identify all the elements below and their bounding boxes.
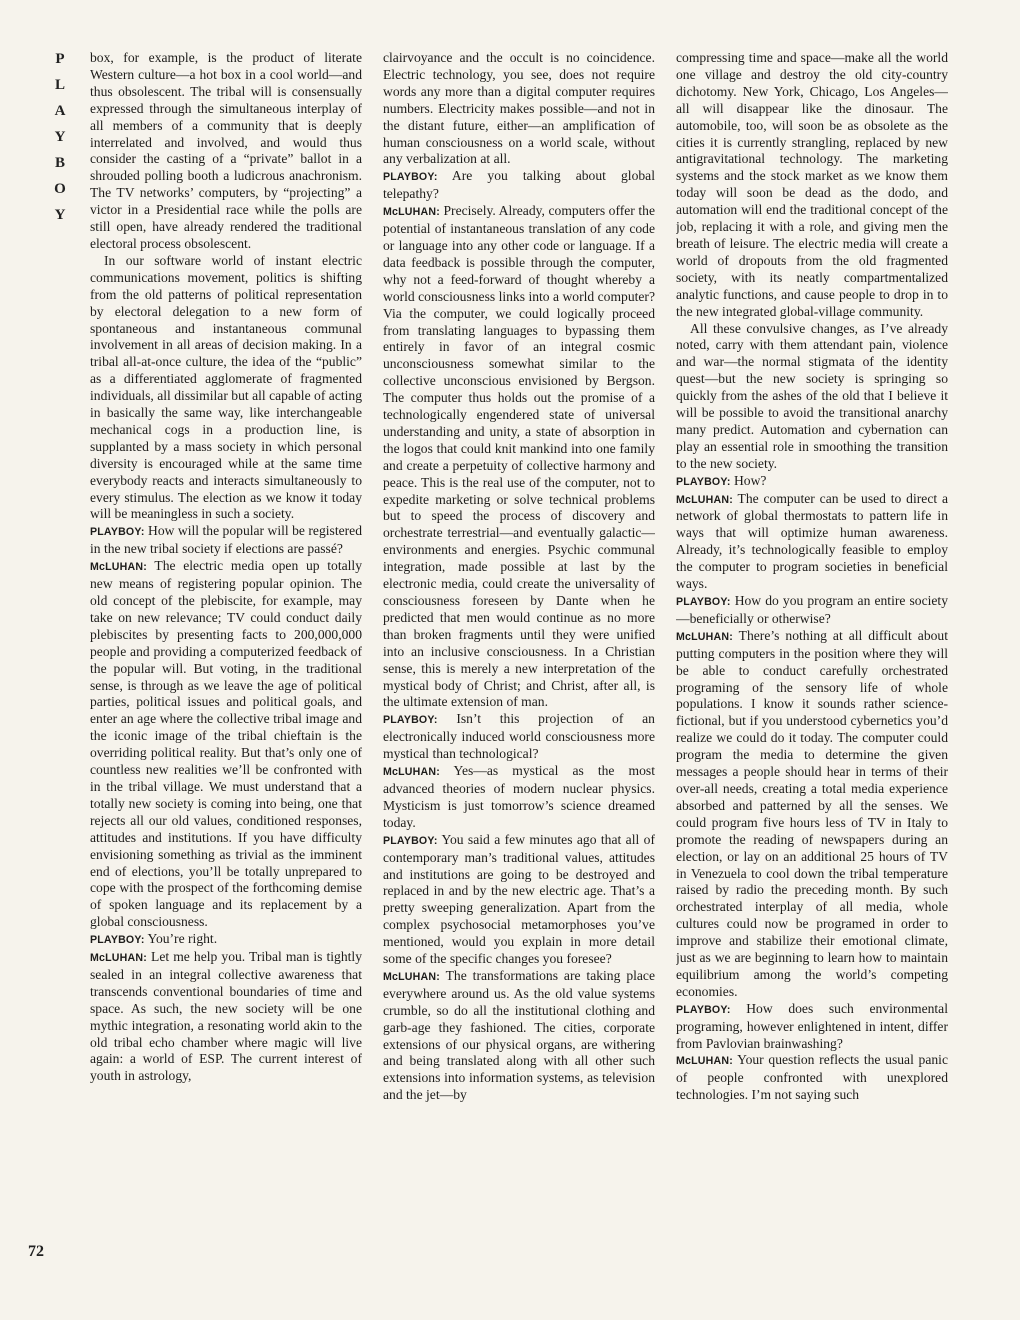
masthead-letter: Y [54, 129, 66, 145]
speaker-label: PLAYBOY: [90, 526, 145, 539]
speaker-label: McLUHAN: [383, 766, 440, 779]
masthead-letter: Y [54, 207, 66, 223]
speaker-label: PLAYBOY: [676, 475, 731, 488]
qa-paragraph [90, 523, 362, 558]
qa-text: You said a few minutes ago that all of contemporary man’s traditional values, attitudes and institutions are going to be destroyed and replaced in and by the new electric age. That’s a pretty sweeping generalization. Apart from the complex psychosocial metamorphoses you’ve mentioned, would you explain in more detail some of the specific changes you foresee? [383, 831, 655, 967]
qa-paragraph [383, 763, 655, 832]
qa-text: How does such environmental programing, however enlightened in intent, differ from Pavlovian brainwashing? [676, 1000, 948, 1051]
text-column-1 [90, 50, 362, 1262]
qa-paragraph [383, 203, 655, 711]
speaker-label: PLAYBOY: [383, 834, 438, 847]
qa-paragraph [383, 832, 655, 968]
qa-paragraph [676, 593, 948, 628]
qa-text: The electric media open up totally new means of registering popular opinion. The old concept of the plebiscite, for example, may take on new relevance; TV could conduct daily plebiscites by presenting facts to 200,000,000 people and providing a computerized feedback of the popular will. But voting, in the traditional sense, is through as we leave the age of political parties, political issues and political goals, and enter an age where the collective tribal image and the iconic image of the tribal chieftain is the overriding political reality. But that’s only one of countless new realities we’ll be confronted with in the tribal village. We must understand that a totally new society is coming into being, one that rejects all our old values, conditioned responses, attitudes and institutions. If you have difficulty envisioning something as trivial as the imminent end of elections, you’ll be totally unprepared to cope with the prospect of the forthcoming demise of spoken language and its replacement by a global consciousness. [90, 558, 362, 930]
speaker-label: McLUHAN: [90, 952, 147, 965]
masthead-letter: O [54, 181, 66, 197]
qa-text: Are you talking about global telepathy? [383, 168, 655, 202]
text-column-2 [383, 50, 655, 1262]
magazine-masthead [50, 46, 70, 228]
masthead-letter: L [54, 77, 65, 93]
page-number: 72 [28, 1243, 44, 1260]
qa-text: Your question reflects the usual panic of people confronted with unexplored technologies. I’m not saying such [676, 1052, 948, 1103]
qa-text: There’s nothing at all difficult about putting computers in the position where they will be able to conduct carefully orchestrated programing of the sensory life of whole populations. I know it sounds rather science-fictional, but if you understood cybernetics you’d realize we could do it today. The computer could program the media to determine the given messages a people should hear in terms of their over-all needs, creating a total media experience absorbed and patterned by all the senses. We could program five hours less of TV in Italy to promote the reading of newspapers during an election, or lay on an additional 25 hours of TV in Venezuela to cool down the tribal temperature raised by radio the preceding month. By such orchestrated interplay of all media, whole cultures could now be programed in order to improve and stabilize their emotional climate, just as we are beginning to learn how to maintain equilibrium among the world’s competing economies. [676, 627, 948, 999]
speaker-label: McLUHAN: [676, 630, 733, 643]
qa-paragraph [383, 968, 655, 1104]
qa-paragraph [676, 1052, 948, 1104]
qa-text: Isn’t this projection of an electronically induced world consciousness more mystical than technological? [383, 711, 655, 762]
masthead-letter: B [54, 155, 65, 171]
qa-paragraph [383, 168, 655, 203]
body-paragraph: All these convulsive changes, as I’ve already noted, carry with them attendant pain, violence and war—the normal stigmata of the identity quest—but the new society is springing so quickly from the ashes of the old that I believe it will be possible to avoid the transitional anarchy many predict. Automation and cybernation can play an essential role in smoothing the transition to the new society. [676, 320, 948, 471]
masthead-letter: P [55, 51, 65, 67]
speaker-label: McLUHAN: [383, 970, 440, 983]
qa-text: How will the popular will be registered in the new tribal society if elections are passé? [90, 523, 362, 557]
qa-text: Yes—as mystical as the most advanced theories of modern nuclear physics. Mysticism is just tomorrow’s science dreamed today. [383, 763, 655, 830]
speaker-label: PLAYBOY: [676, 596, 731, 608]
qa-text: How? [733, 472, 767, 488]
qa-text: The transformations are taking place everywhere around us. As the old value systems crumble, so do all the institutional clothing and garb-age they fashioned. The cities, corporate extensions of our physical organs, are withering and being translated along with all other such extensions into information systems, as television and the jet—by [383, 967, 655, 1103]
qa-text: The computer can be used to direct a network of global thermostats to pattern life in ways that will optimize human awareness. Already, it’s technologically feasible to employ the computer to program societies in beneficial ways. [676, 490, 948, 592]
speaker-label: McLUHAN: [676, 1055, 733, 1068]
speaker-label: PLAYBOY: [90, 934, 145, 947]
speaker-label: McLUHAN: [383, 206, 440, 219]
text-column-3 [676, 50, 948, 1262]
qa-text: How do you program an entire society—beneficially or otherwise? [676, 593, 948, 626]
qa-paragraph [90, 558, 362, 931]
speaker-label: McLUHAN: [90, 561, 147, 574]
qa-text: Let me help you. Tribal man is tightly sealed in an integral collective awareness that transcends conventional boundaries of time and space. As such, the new society will be one mythic integration, a resonating world akin to the old tribal echo chamber where magic will live again: a world of ESP. The current interest of youth in astrology, [90, 949, 362, 1084]
qa-paragraph [676, 628, 948, 1001]
qa-paragraph [90, 949, 362, 1085]
body-paragraph: In our software world of instant electric communications movement, politics is shifting from the old patterns of political representation by electoral delegation to a new form of spontaneous and instantaneous communal involvement in all areas of decision making. In a tribal all-at-once culture, the idea of the “public” as a differentiated agglomerate of fragmented individuals, all dissimilar but all capable of acting in basically the same way, like interchangeable mechanical cogs in a production line, is supplanted by a mass society in which personal diversity is encouraged while at the same time everybody reacts and interacts simultaneously to every stimulus. The election as we know it today will be meaningless in such a society. [90, 252, 362, 522]
speaker-label: PLAYBOY: [383, 171, 438, 184]
qa-text: Precisely. Already, computers offer the potential of instantaneous translation of any code or language into any other code or language. If a data feedback is possible through the computer, why not a feed-forward of thought whereby a world consciousness links into a world computer? Via the computer, we could logically proceed from translating languages to bypassing them entirely in favor of an integral cosmic unconsciousness somewhat similar to the collective unconscious envisioned by Bergson. The computer thus holds out the promise of a technologically engendered state of universal understanding and unity, a state of absorption in the logos that could knit mankind into one family and create a perpetuity of collective harmony and peace. This is the real use of the computer, not to expedite marketing or solve technical problems but to speed the process of discovery and orchestrate terrestrial—and eventually galactic—environments and energies. Psychic communal integration, made possible at last by the electronic media, could create the universality of consciousness foreseen by Dante when he predicted that men would continue as no more than broken fragments until they were unified into an inclusive consciousness. In a Christian sense, this is merely a new interpretation of the mystical body of Christ; and Christ, after all, is the ultimate extension of man. [383, 203, 655, 710]
qa-paragraph [676, 1001, 948, 1053]
qa-paragraph [90, 931, 362, 949]
qa-paragraph [383, 711, 655, 763]
qa-paragraph [676, 491, 948, 593]
speaker-label: PLAYBOY: [676, 1003, 731, 1016]
continued-paragraph: clairvoyance and the occult is no coincidence. Electric technology, you see, does not require words any more than a digital computer requires numbers. Electricity makes possible—and not in the distant future, either—an amplification of human consciousness on a world scale, without any verbalization at all. [383, 50, 655, 167]
continued-paragraph: compressing time and space—make all the world one village and destroy the old city-country dichotomy. New York, Chicago, Los Angeles—all will disappear like the dinosaur. The automobile, too, will soon be as obsolete as the cities it is currently strangling, replaced by new antigravitational technology. The marketing systems and the stock market as we know them today will soon be dead as the dodo, and automation will end the traditional concept of the job, replacing it with a role, and giving men the breath of leisure. The electric media will create a world of dropouts from the old fragmented society, with its neatly compartmentalized analytic functions, and cause people to drop in to the new integrated global-village community. [676, 50, 948, 319]
masthead-letter: A [54, 103, 66, 119]
continued-paragraph: box, for example, is the product of literate Western culture—a hot box in a cool world—and thus obsolescent. The tribal will is consensually expressed through the simultaneous interplay of all members of a community that is deeply interrelated and involved, and would thus consider the casting of a “private” ballot in a shrouded polling booth a ludicrous anachronism. The TV networks’ computers, by “projecting” a victor in a Presidential race while the polls are still open, have already rendered the traditional electoral process obsolescent. [90, 50, 362, 251]
qa-paragraph [676, 473, 948, 491]
speaker-label: McLUHAN: [676, 493, 733, 506]
qa-text: You’re right. [147, 931, 218, 947]
speaker-label: PLAYBOY: [383, 714, 438, 727]
